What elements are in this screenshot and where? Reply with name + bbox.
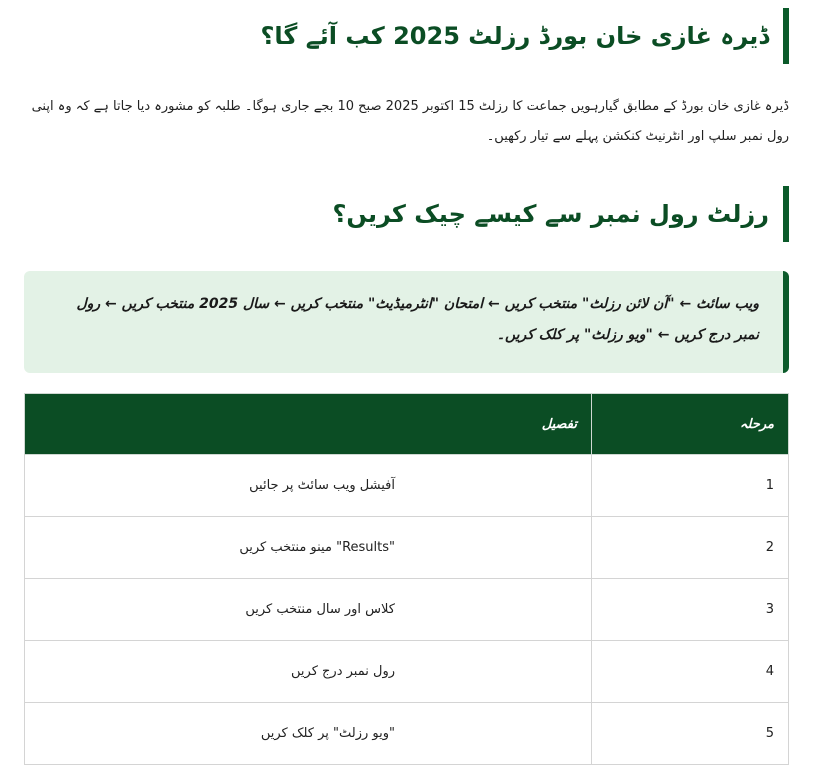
table-row [25,703,789,765]
step-detail: آفیشل ویب سائٹ پر جائیں [25,455,592,517]
how-to-check-heading: رزلٹ رول نمبر سے کیسے چیک کریں؟ [24,186,789,242]
table-row [25,579,789,641]
step-number: 3 [592,579,789,641]
step-detail: "Results" مینو منتخب کریں [25,517,592,579]
table-row [25,517,789,579]
header-detail: تفصیل [25,394,592,455]
step-detail: "ویو رزلٹ" پر کلک کریں [25,703,592,765]
step-number: 5 [592,703,789,765]
step-number: 4 [592,641,789,703]
result-date-heading: ڈیرہ غازی خان بورڈ رزلٹ 2025 کب آئے گا؟ [24,8,789,64]
step-detail: رول نمبر درج کریں [25,641,592,703]
step-number: 1 [592,455,789,517]
header-step: مرحلہ [592,394,789,455]
table-row [25,455,789,517]
step-detail: کلاس اور سال منتخب کریں [25,579,592,641]
result-date-paragraph: ڈیرہ غازی خان بورڈ کے مطابق گیارہویں جماعت کا رزلٹ 15 اکتوبر 2025 صبح 10 بجے جاری ہوگا۔ طلبہ کو مشورہ دیا جاتا ہے کہ وہ اپنی رول نمبر سلپ اور انٹرنیٹ کنکشن پہلے سے تیار رکھیں۔ [31,99,789,144]
steps-callout: ویب سائٹ ← "آن لائن رزلٹ" منتخب کریں ← امتحان "انٹرمیڈیٹ" منتخب کریں ← سال 2025 منتخب کریں ← رول نمبر درج کریں ← "ویو رزلٹ" پر کلک کریں۔ [24,271,789,373]
steps-table [24,393,789,765]
table-row [25,641,789,703]
step-number: 2 [592,517,789,579]
table-header-row [25,394,789,455]
